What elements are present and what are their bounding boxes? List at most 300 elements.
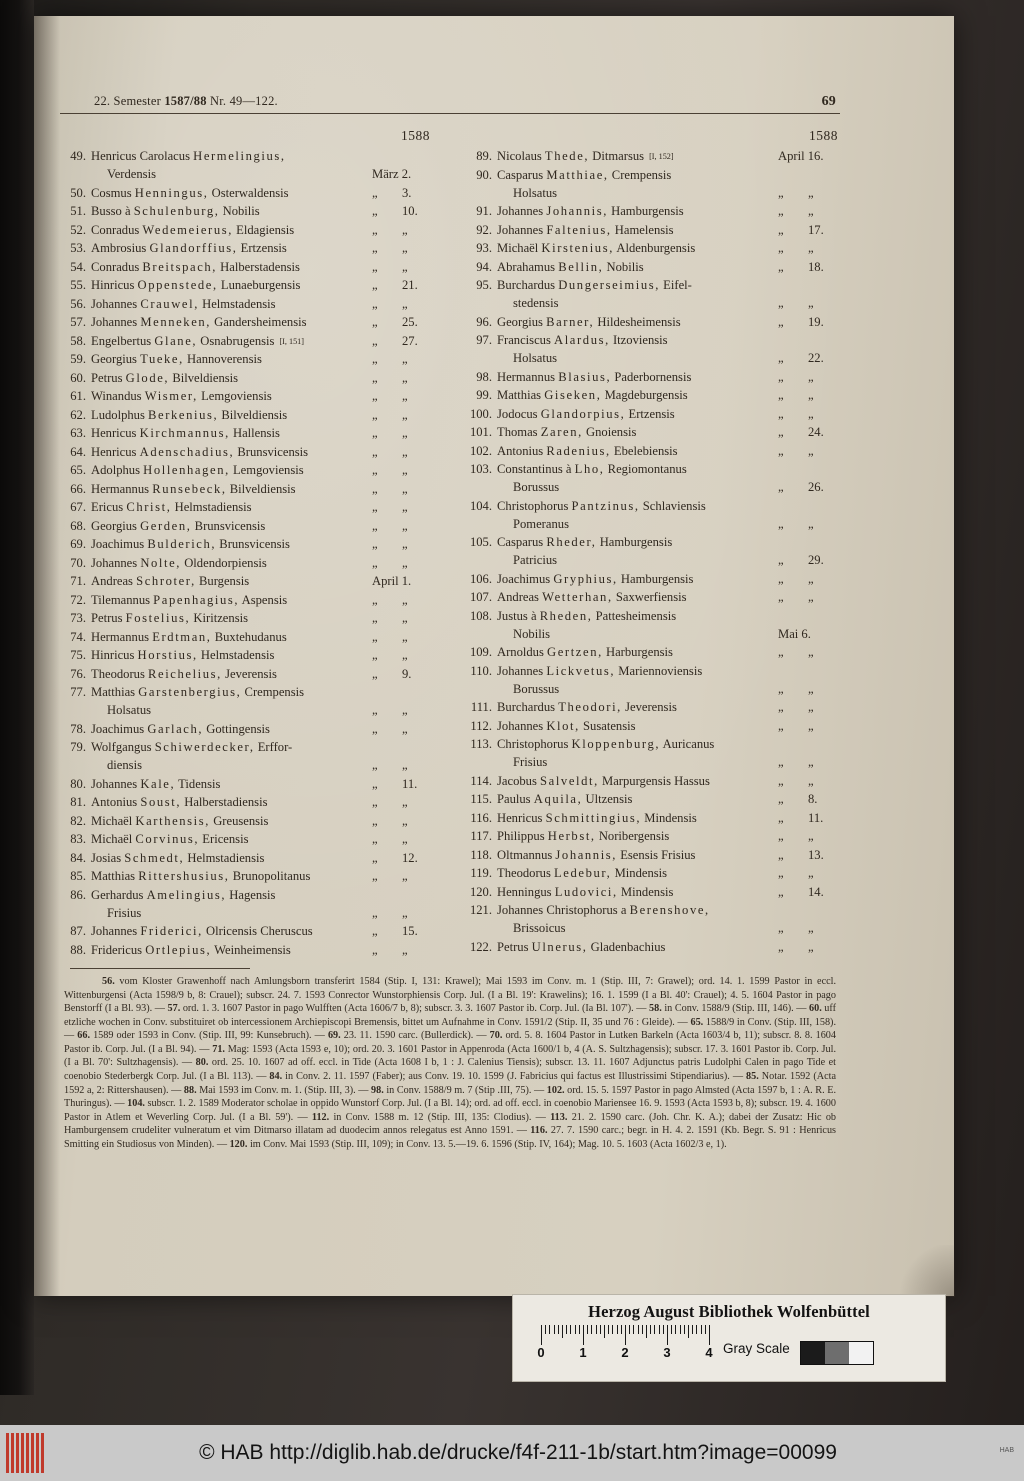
- entry-date: „ „: [778, 369, 814, 384]
- entry-text: [91, 720, 372, 738]
- entry-date: „ „: [778, 590, 814, 604]
- entry-surname: Ludovici,: [554, 884, 618, 899]
- entry-forename: Ambrosius: [91, 241, 150, 255]
- entry-date: „ „: [778, 921, 814, 935]
- entry-surname: Runsebeck,: [152, 481, 227, 496]
- entry-surname: Bulderich,: [147, 537, 217, 551]
- matriculation-entry: [462, 368, 840, 386]
- ruler-number: 2: [621, 1345, 629, 1360]
- matriculation-entry: [462, 864, 840, 882]
- entry-forename: Johannes: [91, 776, 141, 791]
- entry-origin: Harburgensis: [602, 645, 673, 659]
- ruler-tick: [671, 1325, 672, 1334]
- entry-origin: Gottingensis: [203, 721, 270, 736]
- gray-patch-white: [849, 1342, 873, 1364]
- entry-text: [497, 790, 778, 808]
- entry-number: 75.: [70, 648, 86, 662]
- entry-surname: Alardus,: [554, 333, 610, 347]
- entry-number: 96.: [476, 314, 492, 329]
- entry-surname: Pantzinus,: [571, 498, 640, 513]
- entry-date: „ 11.: [372, 776, 418, 791]
- entry-date: „ „: [372, 370, 408, 385]
- entry-surname: Horstius,: [137, 648, 198, 662]
- entry-number: 80.: [70, 776, 86, 791]
- hab-library-name: Herzog August Bibliothek Wolfenbüttel: [588, 1302, 870, 1321]
- entry-date: „ „: [778, 241, 814, 255]
- entry-surname: Zaren,: [540, 425, 583, 439]
- entry-number: 83.: [70, 832, 86, 846]
- entry-date: „ „: [778, 939, 814, 954]
- entry-text: [497, 276, 778, 312]
- entry-text: [91, 461, 372, 479]
- entry-forename: Joachimus: [497, 571, 554, 586]
- entry-text: [497, 147, 778, 165]
- entry-surname: Corvinus,: [135, 832, 200, 846]
- entry-surname: Giseken,: [544, 388, 602, 402]
- matriculation-entry: [462, 276, 840, 312]
- entry-date: „ „: [372, 611, 408, 625]
- entry-origin: Tidensis: [175, 776, 221, 791]
- entry-origin: Schlaviensis: [639, 498, 706, 513]
- entry-origin: Oldendorpiensis: [181, 555, 267, 570]
- entry-origin: Hamelensis: [611, 222, 674, 237]
- entry-date: „ 26.: [778, 480, 824, 494]
- entry-text: [91, 849, 372, 867]
- entry-origin: Brunsvicensis: [216, 537, 290, 551]
- entry-number: 92.: [476, 222, 492, 237]
- footnote-lemma: 66.: [77, 1030, 90, 1042]
- ruler-tick: [688, 1325, 689, 1338]
- entry-number: 55.: [70, 278, 86, 292]
- ruler-tick: [654, 1325, 655, 1334]
- entry-text: [91, 738, 372, 774]
- entry-continuation: Frisius: [513, 755, 548, 769]
- footnote-lemma: 112.: [311, 1111, 330, 1123]
- entry-text: [91, 147, 372, 183]
- ruler-tick: [684, 1325, 685, 1334]
- entry-date: „ „: [372, 481, 408, 496]
- entry-date: „ „: [778, 296, 814, 310]
- entry-forename: Christophorus: [497, 498, 572, 513]
- ruler-tick: [545, 1325, 546, 1334]
- entry-origin: Kiritzensis: [190, 611, 248, 625]
- matriculation-entry: [462, 533, 840, 569]
- barcode-marks: [6, 1432, 52, 1474]
- entry-text: [497, 386, 778, 404]
- footnote-lemma: 56.: [102, 976, 115, 987]
- entry-origin: Noribergensis: [595, 829, 670, 843]
- entry-date: „ „: [778, 773, 814, 788]
- entry-surname: Schiwerdecker,: [154, 740, 255, 754]
- entry-surname: Schulenburg,: [133, 204, 220, 218]
- entry-date: „ „: [372, 463, 408, 477]
- entry-forename: Hinricus: [91, 648, 138, 662]
- entry-origin: Auricanus: [660, 737, 715, 751]
- entry-number: 85.: [70, 869, 86, 883]
- entry-date: „ „: [372, 500, 408, 514]
- ruler-tick: [600, 1325, 601, 1334]
- entry-number: 84.: [70, 850, 86, 865]
- entry-text: [497, 772, 778, 790]
- entry-surname: Oppenstede,: [137, 278, 218, 292]
- matriculation-entry: [60, 572, 438, 590]
- matriculation-entry: [462, 239, 840, 257]
- entry-date: „ „: [778, 406, 814, 421]
- credit-url: © HAB http://diglib.hab.de/drucke/f4f-211-1b/start.htm?image=00099: [199, 1441, 837, 1464]
- entry-surname: Henningus,: [134, 185, 209, 200]
- matriculation-entry: [60, 941, 438, 959]
- entry-forename: Michaël: [91, 832, 136, 846]
- entry-origin: Helmstadiensis: [184, 850, 265, 865]
- entry-continuation: Holsatus: [107, 703, 152, 717]
- matriculation-entry: [60, 498, 438, 516]
- entry-number: 63.: [70, 426, 86, 440]
- matriculation-entry: [462, 883, 840, 901]
- entry-origin: Ericensis: [199, 832, 249, 846]
- entry-origin: Osterwaldensis: [208, 185, 289, 200]
- entry-date: „ 18.: [778, 259, 824, 274]
- matriculation-entry: [60, 554, 438, 572]
- entry-text: [497, 533, 778, 569]
- entry-text: [497, 313, 778, 331]
- entry-origin: Greusensis: [210, 813, 269, 828]
- entry-number: 88.: [70, 942, 86, 957]
- matriculation-entry: [60, 258, 438, 276]
- entry-origin: Halberstadiensis: [181, 795, 268, 809]
- entry-forename: Casparus: [497, 535, 547, 549]
- entry-forename: Petrus: [91, 370, 126, 385]
- page-gutter-shadow: [34, 16, 60, 1296]
- entry-origin: Nobilis: [603, 259, 644, 274]
- entry-forename: Johannes: [497, 718, 547, 733]
- entry-forename: Georgius: [91, 352, 141, 366]
- matriculation-entry: [60, 628, 438, 646]
- entry-surname: Hermelingius,: [193, 149, 286, 163]
- entry-date: „ „: [372, 592, 408, 607]
- footnote-block: 56. vom Kloster Grawenhoff nach Amlungsborn transferirt 1584 (Stip. I, 131: Krawel); Mai 1593 im Conv. m. 1 (Stip. III, 7: Grawel); ord. 14. 1. 1599 Pastor in eccl. Wittenburgensi (Acta 1598/9 b, 8: Crauel); subscr. 24. 7. 1593 Conrector Wunstorphiensis Corp. Jul. (I a Bl. 19': Krawelins); 16. 1. 1599 (I a Bl. 40': Crauel); 4. 5. 1604 Pastor in pago Benstorff (I a Bl. 93). — 57. ord. 1. 3. 1607 Pastor in pago Wulfften (Acta 1606/7 b, 8); subscr. 3. 3. 1607 Pastor ib. Corp. Jul. (Ia Bl. 107'). — 58. in Conv. 1588/9 (Stip. III, 146). — 60. uff etzliche wochen in Conv. substituiret ob intercessionem Archiepiscopi Bremensis, bittet um Aufnahme in Conv. 1591/2 (Stip. II, 35 und 76 : Gleide). — 65. 1588/9 in Conv. (Stip. III, 158). — 66. 1589 oder 1593 in Conv. (Stip. III, 99: Kunsebruch). — 69. 23. 11. 1590 carc. (Bullerdick). — 70. ord. 5. 8. 1604 Pastor in Lutken Barkeln (Acta 1603/4 b, 11); subscr. 8. 8. 1604 Pastor ib. Corp. Jul. (I a Bl. 94). — 71. Mag: 1593 (Acta 1593 e, 10); ord. 20. 3. 1601 Pastor in Appenroda (Acta 1600/1 b, 4 (A. S. Sultzhagensis); subscr. 17. 3. 1601 Pastor ib. Corp. Jul. (I a Bl. 70': Sultzhagensis). — 80. ord. 25. 10. 1607 ad off. eccl. in Tide (Acta 1608 I b, 1 : J. Calenius Tiensis); subscr. 13. 11. 1607 Adjunctus patris Ludolphi Calen in pago Tide et coenobio Stederbergk Corp. Jul. (I a Bl. 113). — 84. in Conv. 2. 11. 1597 (Faber); aus Conv. 19. 10. 1599 (J. Fabricius qui factus est Illustrissimi Stipendiarius). — 85. Notar. 1592 (Acta 1592 a, 2: Rittershausen). — 88. Mai 1593 im Conv. m. 1. (Stip. III, 3). — 98. in Conv. 1588/9 m. 7 (Stip .III, 75). — 102. ord. 15. 5. 1597 Pastor in pago Almsted (Acta 1597 b, 1 : A. R. E. Thuringus). — 104. subscr. 1. 2. 1589 Moderator scholae in oppido Wunstorf Corp. Jul. (I a Bl. 14); ord. ad off. eccl. in coenobio Mariensee 16. 9. 1593 (Acta 1593 b, 8); subscr. 19. 4. 1600 Pastor in Atlem et Weverling Corp. Jul. (I a Bl. 59'). — 112. in Conv. 1588 m. 12 (Stip. III, 135: Clodius). — 113. 21. 2. 1590 carc. (Joh. Chr. K. A.); dabei der Zusatz: Hic ob Hamburgensem crudeliter vulneratum et vim Ditmarso illatam ad duodecim annos relegatus est Anno 1591. — 116. 27. 7. 1590 carc.; begr. in H. 4. 2. 1591 (Kb. Begr. S. 91 : Henricus Smitting ein Studiosus von Minden). — 120. im Conv. Mai 1593 (Stip. III, 109); in Conv. 13. 5.—19. 6. 1596 (Stip. IV, 164); Mag. 10. 5. 1603 (Acta 1602/3 e, 1).: [64, 976, 837, 1150]
- entry-number: 93.: [476, 241, 492, 255]
- entry-surname: Kale,: [140, 776, 176, 791]
- entry-text: [497, 588, 778, 606]
- entry-forename: Henricus Carolacus: [91, 149, 194, 163]
- entry-forename: Paulus: [497, 792, 534, 806]
- entry-forename: Johannes: [91, 924, 141, 938]
- left-column: [60, 128, 438, 959]
- entry-date: „ „: [372, 703, 408, 717]
- entry-number: 119.: [470, 866, 492, 880]
- corner-tag: HAB: [999, 1447, 1014, 1454]
- entry-number: 94.: [476, 259, 492, 274]
- entry-origin: Lemgoviensis: [197, 389, 272, 403]
- entry-surname: Ledebur,: [554, 866, 612, 880]
- entry-forename: Theodorus: [91, 666, 149, 681]
- hab-calibration-card: [512, 1294, 946, 1382]
- entry-origin: Bilveldiensis: [226, 481, 296, 496]
- matriculation-entry: [60, 147, 438, 183]
- matriculation-entry: [462, 258, 840, 276]
- entry-text: [91, 443, 372, 461]
- entry-forename: Antonius: [91, 795, 141, 809]
- matriculation-entry: [462, 442, 840, 460]
- footnote-lemma: 120.: [229, 1138, 248, 1150]
- ruler-numbers: [527, 1345, 713, 1363]
- entry-forename: Michaël: [91, 813, 136, 828]
- matriculation-entry: [462, 846, 840, 864]
- entry-forename: Gerhardus: [91, 887, 147, 902]
- right-column: [462, 128, 840, 959]
- entry-date: April 16.: [778, 149, 824, 163]
- entry-number: 89.: [476, 149, 492, 163]
- entry-number: 65.: [70, 463, 86, 477]
- entry-text: [497, 662, 778, 698]
- entry-origin: Regiomontanus: [604, 462, 687, 476]
- matriculation-entry: [60, 646, 438, 664]
- entry-text: [91, 665, 372, 683]
- footnote-lemma: 71.: [212, 1043, 225, 1055]
- entry-text: [91, 830, 372, 848]
- entry-text: [497, 258, 778, 276]
- entry-number: 67.: [70, 500, 86, 514]
- entry-text: [91, 295, 372, 313]
- entry-text: [91, 609, 372, 627]
- entry-surname: Glandorffius,: [149, 241, 238, 255]
- entry-origin: Ertzensis: [625, 406, 675, 421]
- matriculation-entry: [462, 405, 840, 423]
- entry-text: [497, 405, 778, 423]
- entry-forename: Franciscus: [497, 333, 555, 347]
- entry-surname: Menneken,: [140, 315, 212, 329]
- entry-text: [497, 883, 778, 901]
- entry-text: [497, 643, 778, 661]
- entry-surname: Klot,: [546, 718, 580, 733]
- entry-surname: Christ,: [126, 500, 172, 514]
- entry-origin: Lemgoviensis: [229, 463, 304, 477]
- entry-forename: Casparus: [497, 167, 547, 182]
- matriculation-entry: [60, 683, 438, 719]
- entry-number: 103.: [469, 462, 492, 476]
- entry-number: 86.: [70, 887, 86, 902]
- entry-text: [497, 423, 778, 441]
- ruler-tick: [675, 1325, 676, 1334]
- entry-number: 68.: [70, 518, 86, 533]
- ruler-number: 4: [705, 1345, 713, 1360]
- entry-forename: Johannes: [497, 663, 547, 678]
- entry-text: [91, 812, 372, 830]
- entry-text: [91, 922, 372, 940]
- matriculation-entry: [60, 313, 438, 331]
- entry-number: 107.: [469, 590, 492, 604]
- ruler-tick: [562, 1325, 563, 1338]
- ruler-tick: [558, 1325, 559, 1334]
- entry-date: „ „: [372, 832, 408, 846]
- entry-origin: Ultzensis: [582, 792, 633, 806]
- footnote-lemma: 104.: [127, 1098, 145, 1110]
- footnote-indent: [64, 976, 102, 987]
- entry-forename: Burchardus: [497, 700, 559, 714]
- entry-number: 120.: [469, 884, 492, 899]
- entry-origin: Gladenbachius: [587, 939, 666, 954]
- ruler-ticks: [527, 1325, 713, 1345]
- ruler-tick: [579, 1325, 580, 1334]
- entry-surname: Kirchmannus,: [139, 426, 230, 440]
- entry-date: „ „: [372, 426, 408, 440]
- entry-forename: Michaël: [497, 241, 542, 255]
- entry-text: [91, 554, 372, 572]
- entry-number: 52.: [70, 222, 86, 237]
- entry-date: „ „: [778, 388, 814, 402]
- entry-continuation: stedensis: [513, 296, 559, 310]
- entry-date: „ „: [778, 571, 814, 586]
- entry-date: „ 11.: [778, 810, 824, 825]
- entry-forename: Ludolphus: [91, 407, 149, 422]
- ruler-tick: [646, 1325, 647, 1338]
- entry-forename: Matthias: [497, 388, 545, 402]
- entry-number: 50.: [70, 185, 86, 200]
- entry-forename: Hinricus: [91, 278, 138, 292]
- entry-date: „ „: [372, 813, 408, 828]
- entry-surname: Rittershusius,: [138, 869, 230, 883]
- entry-surname: Thede,: [544, 149, 590, 163]
- entry-surname: Garlach,: [147, 721, 204, 736]
- entry-text: [91, 332, 372, 350]
- ruler-tick: [617, 1325, 618, 1334]
- entry-origin: Hildesheimensis: [594, 314, 681, 329]
- entry-surname: Friderici,: [140, 924, 203, 938]
- entry-date: „ „: [372, 352, 408, 366]
- entry-number: 95.: [476, 278, 492, 292]
- matriculation-entry: [60, 591, 438, 609]
- matriculation-entry: [60, 387, 438, 405]
- entry-origin: Magdeburgensis: [601, 388, 688, 402]
- matriculation-entry: [462, 790, 840, 808]
- entry-number: 82.: [70, 813, 86, 828]
- matriculation-entry: [60, 793, 438, 811]
- entry-forename: Wolfgangus: [91, 740, 155, 754]
- entry-surname: Hollenhagen,: [143, 463, 230, 477]
- entry-date: „ „: [372, 648, 408, 662]
- entry-number: 109.: [469, 645, 492, 659]
- entry-volume-ref: [I, 151]: [279, 336, 305, 346]
- entry-number: 71.: [70, 574, 86, 588]
- entry-date: „ 17.: [778, 222, 824, 237]
- entry-origin: Hamburgensis: [607, 204, 684, 218]
- entry-surname: Lickvetus,: [546, 663, 616, 678]
- entry-surname: Berenshove,: [629, 903, 710, 917]
- entry-surname: Glane,: [154, 333, 198, 348]
- entry-text: [91, 184, 372, 202]
- entry-surname: Wetterhan,: [542, 590, 613, 604]
- ruler-tick: [541, 1325, 542, 1345]
- entry-date: „ 15.: [372, 924, 418, 938]
- credit-bar: [0, 1425, 1024, 1481]
- matriculation-entry: [462, 662, 840, 698]
- ruler-number: 3: [663, 1345, 671, 1360]
- entry-text: [497, 166, 778, 202]
- ruler-tick: [554, 1325, 555, 1334]
- entry-origin: Ebelebiensis: [610, 443, 678, 458]
- entry-origin: Brunopolitanus: [229, 869, 311, 883]
- entry-forename: Conradus: [91, 259, 143, 274]
- entry-date: März 2.: [372, 167, 412, 181]
- entry-forename: Georgius: [91, 518, 141, 533]
- entry-text: [497, 938, 778, 956]
- entry-text: [91, 498, 372, 516]
- entry-number: 76.: [70, 666, 86, 681]
- entry-text: [91, 369, 372, 387]
- entry-continuation: Brissoicus: [513, 921, 566, 935]
- entry-origin: Helmstadensis: [197, 648, 275, 662]
- entry-surname: Wismer,: [144, 389, 198, 403]
- entry-date: „ „: [778, 829, 814, 843]
- entry-number: 78.: [70, 721, 86, 736]
- entry-continuation: Patricius: [513, 553, 558, 567]
- entry-origin: Helmstadensis: [198, 296, 276, 311]
- entry-continuation: Borussus: [513, 480, 560, 494]
- ruler-tick: [663, 1325, 664, 1334]
- entry-number: 56.: [70, 296, 86, 311]
- entry-volume-ref: [I, 152]: [649, 152, 674, 161]
- entry-surname: Rheder,: [546, 535, 597, 549]
- matriculation-entry: [462, 221, 840, 239]
- entry-forename: Engelbertus: [91, 333, 155, 348]
- entry-origin: Lunaeburgensis: [217, 278, 301, 292]
- ruler-number: 0: [537, 1345, 545, 1360]
- entry-number: 64.: [70, 444, 86, 459]
- entry-surname: Soust,: [140, 795, 182, 809]
- entry-forename: Justus à: [497, 608, 540, 623]
- ruler-tick: [621, 1325, 622, 1334]
- entry-forename: Busso à: [91, 204, 134, 218]
- entry-surname: Schroter,: [136, 574, 196, 588]
- entry-origin: Brunsvicensis: [234, 444, 309, 459]
- entry-forename: Petrus: [497, 939, 532, 954]
- entry-origin: Crempensis: [241, 685, 305, 699]
- matriculation-entry: [60, 867, 438, 885]
- entry-text: [91, 406, 372, 424]
- entry-origin: Olricensis Cheruscus: [202, 924, 313, 938]
- matriculation-entry: [462, 901, 840, 937]
- entry-surname: Kirstenius,: [541, 241, 614, 255]
- ruler-tick: [570, 1325, 571, 1334]
- entry-continuation: Holsatus: [513, 185, 558, 200]
- entry-surname: Blasius,: [558, 369, 612, 384]
- entry-text: [497, 864, 778, 882]
- matriculation-entry: [60, 535, 438, 553]
- entry-origin: Pattesheimensis: [592, 608, 677, 623]
- entry-text: [497, 368, 778, 386]
- entry-text: [497, 607, 778, 643]
- entry-forename: Abrahamus: [497, 259, 559, 274]
- entry-date: „ 24.: [778, 425, 824, 439]
- entry-date: „ „: [778, 645, 814, 659]
- entry-number: 115.: [470, 792, 492, 806]
- footnote-lemma: 70.: [489, 1030, 503, 1042]
- matriculation-entry: [60, 775, 438, 793]
- entry-number: 51.: [70, 204, 86, 218]
- entry-text: [91, 387, 372, 405]
- entry-surname: Tueke,: [140, 352, 184, 366]
- entry-text: [91, 646, 372, 664]
- footnote-lemma: 85.: [746, 1070, 759, 1082]
- entry-text: [91, 591, 372, 609]
- running-head-title: [94, 94, 278, 109]
- entry-date: „ „: [372, 407, 408, 422]
- matriculation-entry: [60, 202, 438, 220]
- header-rule: [60, 113, 840, 114]
- entry-origin: Mindensis: [611, 866, 668, 880]
- entry-forename: Philippus: [497, 829, 548, 843]
- entry-number: 69.: [70, 537, 86, 551]
